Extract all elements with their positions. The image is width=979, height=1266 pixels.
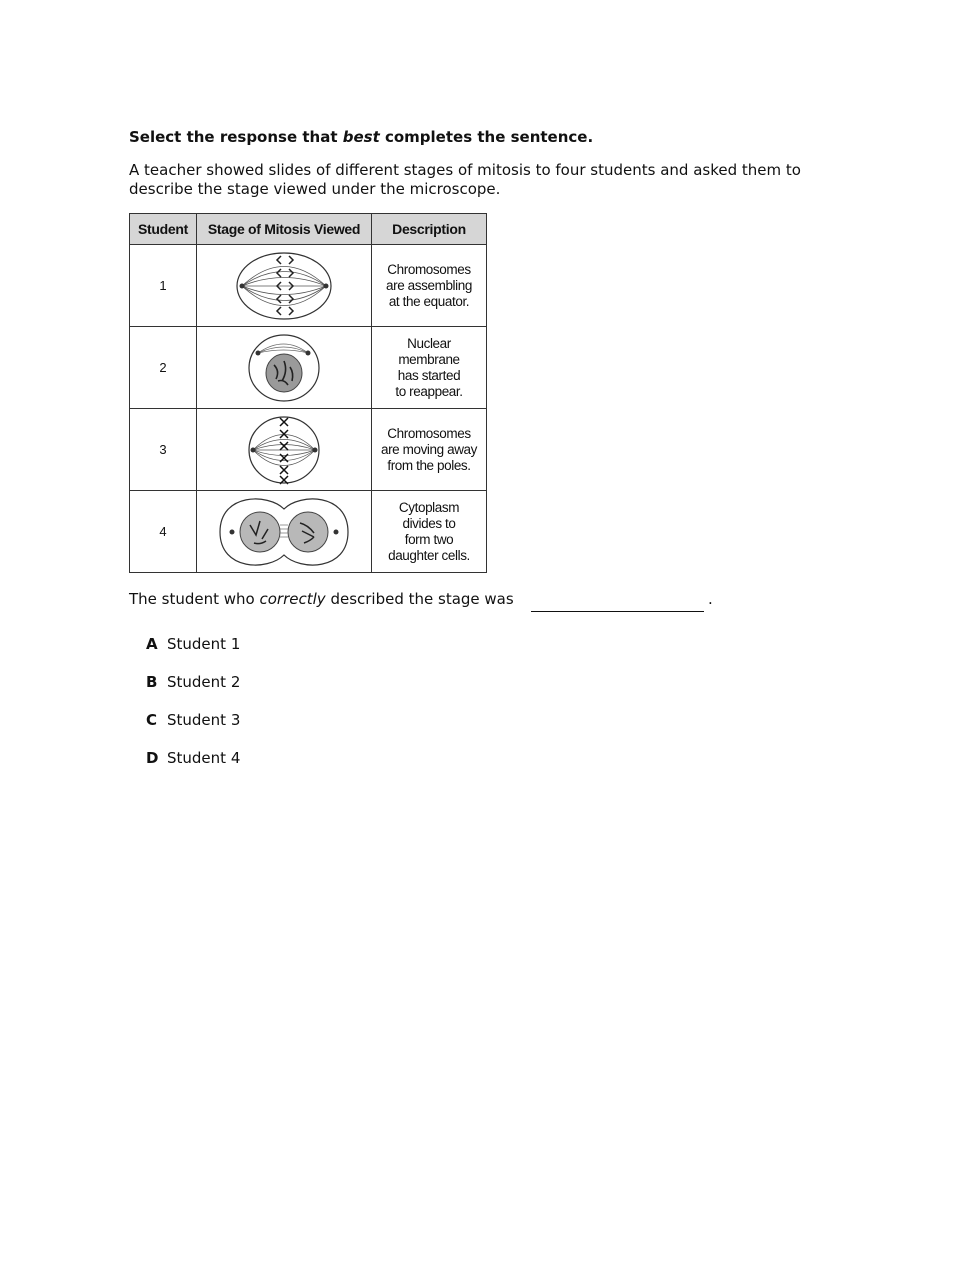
instruction-text-pre: Select the response that — [129, 128, 343, 146]
table-row — [130, 491, 487, 573]
answer-choice-a[interactable] — [146, 635, 240, 653]
student-number: 3 — [130, 409, 197, 491]
description-line: Chromosomes — [387, 425, 471, 441]
answer-choice-c[interactable] — [146, 711, 240, 729]
description-line: are assembling — [386, 277, 472, 293]
description-line: form two — [404, 531, 454, 547]
telophase-dividing-cell-figure — [216, 495, 352, 569]
description-cell — [372, 409, 487, 491]
header-description: Description — [372, 214, 487, 245]
question-stem — [129, 590, 514, 608]
description-line: has started — [397, 367, 461, 383]
answer-choice-d[interactable] — [146, 749, 240, 767]
student-number: 4 — [130, 491, 197, 573]
table-row — [130, 245, 487, 327]
answer-blank — [531, 611, 704, 612]
description-line: Chromosomes — [387, 261, 471, 277]
stage-figure-cell — [197, 327, 372, 409]
table-header-row — [130, 214, 487, 245]
description-line: divides to — [402, 515, 456, 531]
choice-text: Student 3 — [167, 711, 241, 729]
description-line: daughter cells. — [388, 547, 470, 563]
header-stage: Stage of Mitosis Viewed — [197, 214, 372, 245]
prophase-cell-figure — [246, 331, 322, 405]
stem-emphasis: correctly — [259, 590, 326, 608]
description-line: membrane — [398, 351, 460, 367]
description-line: are moving away — [380, 441, 478, 457]
mitosis-table — [129, 213, 487, 573]
description-cell — [372, 491, 487, 573]
stage-figure-cell — [197, 491, 372, 573]
stem-text-post: described the stage was — [325, 590, 514, 608]
description-cell — [372, 245, 487, 327]
table-row — [130, 409, 487, 491]
stem-period: . — [708, 590, 713, 608]
description-line: Nuclear — [407, 335, 451, 351]
stage-figure-cell — [197, 409, 372, 491]
description-cell — [372, 327, 487, 409]
choice-letter: A — [146, 635, 158, 653]
description-line: to reappear. — [395, 383, 463, 399]
question-instruction — [129, 128, 593, 146]
metaphase-spindle-figure — [234, 249, 334, 323]
choice-letter: D — [146, 749, 159, 767]
student-number: 1 — [130, 245, 197, 327]
description-line: from the poles. — [387, 457, 471, 473]
description-line: Cytoplasm — [398, 499, 460, 515]
chromosomes-at-equator-figure — [246, 413, 322, 487]
answer-choice-b[interactable] — [146, 673, 240, 691]
choice-text: Student 4 — [167, 749, 241, 767]
table-row — [130, 327, 487, 409]
instruction-text-post: completes the sentence. — [379, 128, 594, 146]
choice-text: Student 2 — [167, 673, 241, 691]
student-number: 2 — [130, 327, 197, 409]
question-passage: A teacher showed slides of different stages of mitosis to four students and asked them to describe the stage viewed under the microscope. — [129, 161, 801, 198]
stem-text-pre: The student who — [129, 590, 260, 608]
choice-letter: B — [146, 673, 158, 691]
choice-text: Student 1 — [167, 635, 241, 653]
header-student: Student — [130, 214, 197, 245]
choice-letter: C — [146, 711, 158, 729]
description-line: at the equator. — [388, 293, 470, 309]
stage-figure-cell — [197, 245, 372, 327]
instruction-emphasis: best — [342, 128, 380, 146]
